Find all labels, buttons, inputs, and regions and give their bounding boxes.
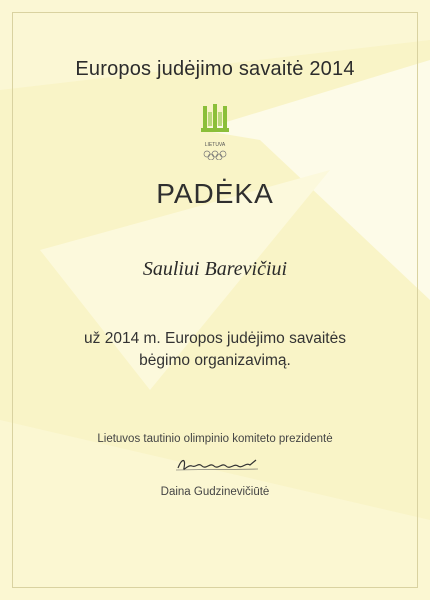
emblem-caption: LIETUVA: [204, 142, 226, 148]
reason-line-1: už 2014 m. Europos judėjimo savaitės: [84, 330, 346, 347]
event-headline: Europos judėjimo savaitė 2014: [75, 58, 355, 80]
signer-name: Daina Gudzinevičiūtė: [160, 486, 270, 498]
emblem-graphic: [197, 104, 233, 142]
award-reason: [60, 328, 370, 372]
recipient-name: Sauliui Barevičiui: [142, 258, 288, 280]
signer-title: Lietuvos tautinio olimpinio komiteto prezidentė: [97, 433, 333, 445]
lithuania-olympic-emblem-icon: [197, 104, 233, 160]
signature-image: [172, 452, 262, 476]
certificate-title: PADĖKA: [156, 178, 274, 209]
olympic-rings-icon: [197, 150, 233, 160]
reason-line-2: bėgimo organizavimą.: [139, 352, 291, 369]
certificate-border: [12, 12, 418, 588]
